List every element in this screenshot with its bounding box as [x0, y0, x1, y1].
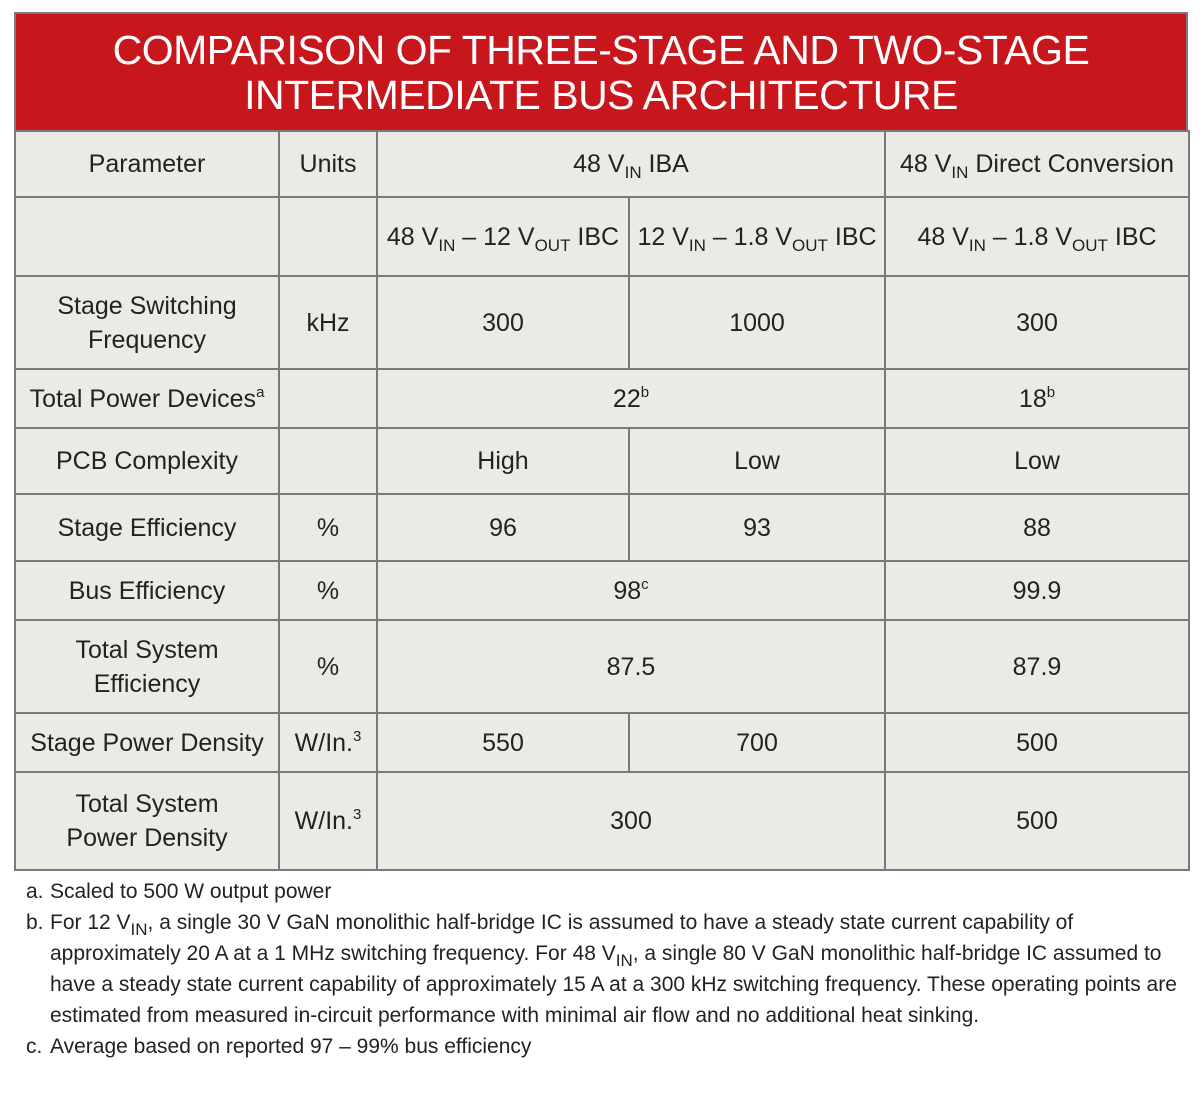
row-total-system-power-density — [15, 772, 1189, 870]
row-unit: kHz — [279, 276, 377, 369]
cell-value: 550 — [377, 713, 629, 772]
footnote-c — [26, 1031, 1186, 1062]
row-bus-efficiency — [15, 561, 1189, 620]
cell-value: 96 — [377, 494, 629, 561]
subheader-48-12: 48 $V_{IN} - 12$ $V_{OUT}$ IBC — [377, 197, 629, 276]
cell-value: 700 — [629, 713, 885, 772]
footnotes — [26, 876, 1186, 1062]
footnote-b — [26, 907, 1186, 1031]
cell-value: 22$^b$ — [377, 369, 885, 428]
cell-value: Low — [629, 428, 885, 494]
row-unit — [279, 369, 377, 428]
cell-value: 87.5 — [377, 620, 885, 713]
header-parameter: Parameter — [15, 131, 279, 197]
subheader-48-1p8: 48 $V_{IN} - 1.8$ $V_{OUT}$ IBC — [885, 197, 1189, 276]
cell-value: 88 — [885, 494, 1189, 561]
row-unit: % — [279, 620, 377, 713]
cell-value: Low — [885, 428, 1189, 494]
footnote-a — [26, 876, 1186, 907]
footnote-text: For 12 $V_{IN}$, a single 30 V GaN monolithic half-bridge IC is assumed to have a steady state current capability of approximately 20 A at a 1 MHz switching frequency. For 48 $V_{IN}$, a single 80 V GaN monolithic half-bridge IC assumed to have a steady state current capability of approximately 15 A at a 300 kHz switching frequency. These operating points are estimated from measured in-circuit performance with minimal air flow and no additional heat sinking. — [50, 911, 1177, 1027]
comparison-table — [14, 130, 1190, 871]
row-stage-efficiency — [15, 494, 1189, 561]
row-stage-power-density — [15, 713, 1189, 772]
title-line-2: INTERMEDIATE BUS ARCHITECTURE — [244, 72, 958, 118]
row-label: Stage Switching Frequency — [15, 276, 279, 369]
cell-value: 1000 — [629, 276, 885, 369]
row-unit: % — [279, 561, 377, 620]
row-label: Total System Efficiency — [15, 620, 279, 713]
footnote-tag: a. — [26, 880, 44, 903]
row-unit: W/In.$^3$ — [279, 713, 377, 772]
row-label: Stage Efficiency — [15, 494, 279, 561]
footnote-text: Scaled to 500 W output power — [50, 880, 332, 903]
subheader-row — [15, 197, 1189, 276]
header-units: Units — [279, 131, 377, 197]
row-unit: W/In.$^3$ — [279, 772, 377, 870]
cell-value: 300 — [377, 772, 885, 870]
subheader-empty-2 — [279, 197, 377, 276]
title-line-1: COMPARISON OF THREE-STAGE AND TWO-STAGE — [112, 27, 1090, 73]
cell-value: 500 — [885, 713, 1189, 772]
header-direct-conversion: 48 $V_{IN}$ Direct Conversion — [885, 131, 1189, 197]
cell-value: 87.9 — [885, 620, 1189, 713]
row-label: Total Power Devices$^a$ — [15, 369, 279, 428]
cell-value: 98$^c$ — [377, 561, 885, 620]
row-pcb-complexity — [15, 428, 1189, 494]
row-unit — [279, 428, 377, 494]
footnote-tag: c. — [26, 1035, 43, 1058]
cell-value: 300 — [377, 276, 629, 369]
cell-value: High — [377, 428, 629, 494]
row-unit: % — [279, 494, 377, 561]
footnote-tag: b. — [26, 911, 44, 934]
cell-value: 99.9 — [885, 561, 1189, 620]
row-stage-switching-frequency — [15, 276, 1189, 369]
row-label: Bus Efficiency — [15, 561, 279, 620]
footnote-text: Average based on reported 97 – 99% bus efficiency — [50, 1035, 532, 1058]
cell-value: 18$^b$ — [885, 369, 1189, 428]
cell-value: 500 — [885, 772, 1189, 870]
row-label: Total System Power Density — [15, 772, 279, 870]
row-label: PCB Complexity — [15, 428, 279, 494]
subheader-empty-1 — [15, 197, 279, 276]
table-title — [14, 12, 1188, 130]
comparison-table-container — [14, 12, 1188, 871]
subheader-12-1p8: 12 $V_{IN} - 1.8$ $V_{OUT}$ IBC — [629, 197, 885, 276]
row-label: Stage Power Density — [15, 713, 279, 772]
cell-value: 300 — [885, 276, 1189, 369]
row-total-system-efficiency — [15, 620, 1189, 713]
cell-value: 93 — [629, 494, 885, 561]
header-iba: 48 $V_{IN}$ IBA — [377, 131, 885, 197]
row-total-power-devices — [15, 369, 1189, 428]
header-row — [15, 131, 1189, 197]
